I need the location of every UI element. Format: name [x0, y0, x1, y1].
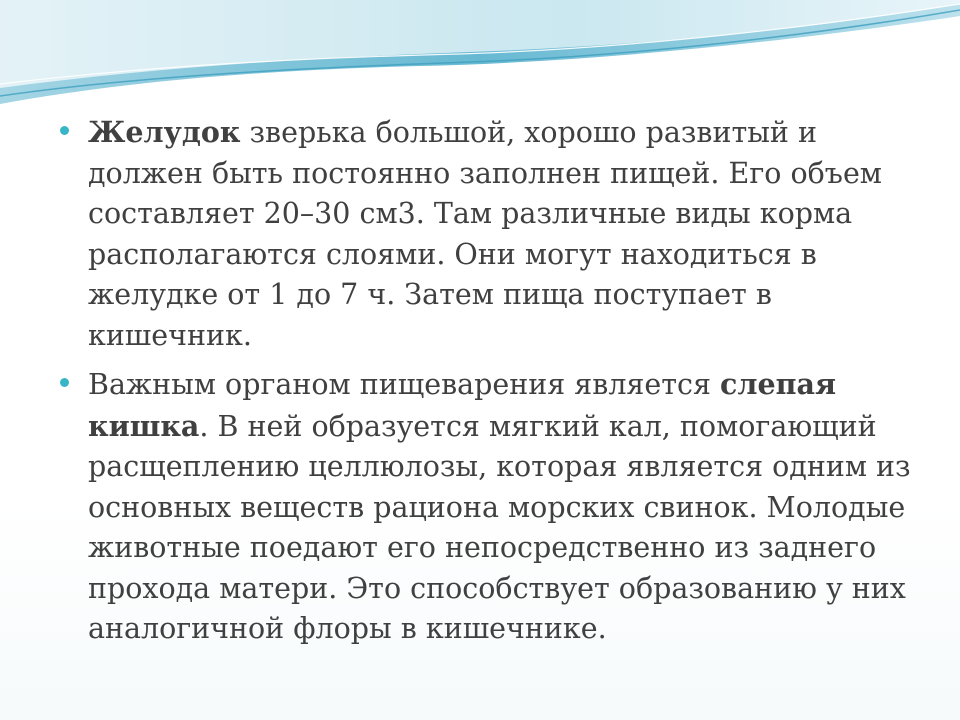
slide-content — [58, 112, 918, 658]
bullet-text-before: Важным органом пищеварения является — [88, 368, 721, 401]
bullet-item-cecum — [58, 364, 918, 650]
bullet-bold-term: слепая кишка — [88, 367, 837, 443]
bullet-text-after: . В ней образуется мягкий кал, помогающий расщеплению целлюлозы, которая является одним из основных веществ рациона морских свинок. Молодые животные поедают его непосредственно из заднего прохода матери. Это способствует образованию у них аналогичной флоры в кишечнике. — [88, 409, 911, 645]
bullet-dot-icon — [60, 126, 69, 135]
bullet-dot-icon — [60, 378, 69, 387]
bullet-item-stomach — [58, 112, 918, 356]
bullet-bold-lead: Желудок — [88, 115, 241, 149]
bullet-text: зверька большой, хорошо развитый и должен быть постоянно заполнен пищей. Его объем составляет 20–30 см3. Там различные виды корма располагаются слоями. Они могут находиться в желудке от 1 до 7 ч. Затем пища поступает в кишечник. — [88, 116, 882, 352]
header-wave-decoration — [0, 0, 960, 120]
